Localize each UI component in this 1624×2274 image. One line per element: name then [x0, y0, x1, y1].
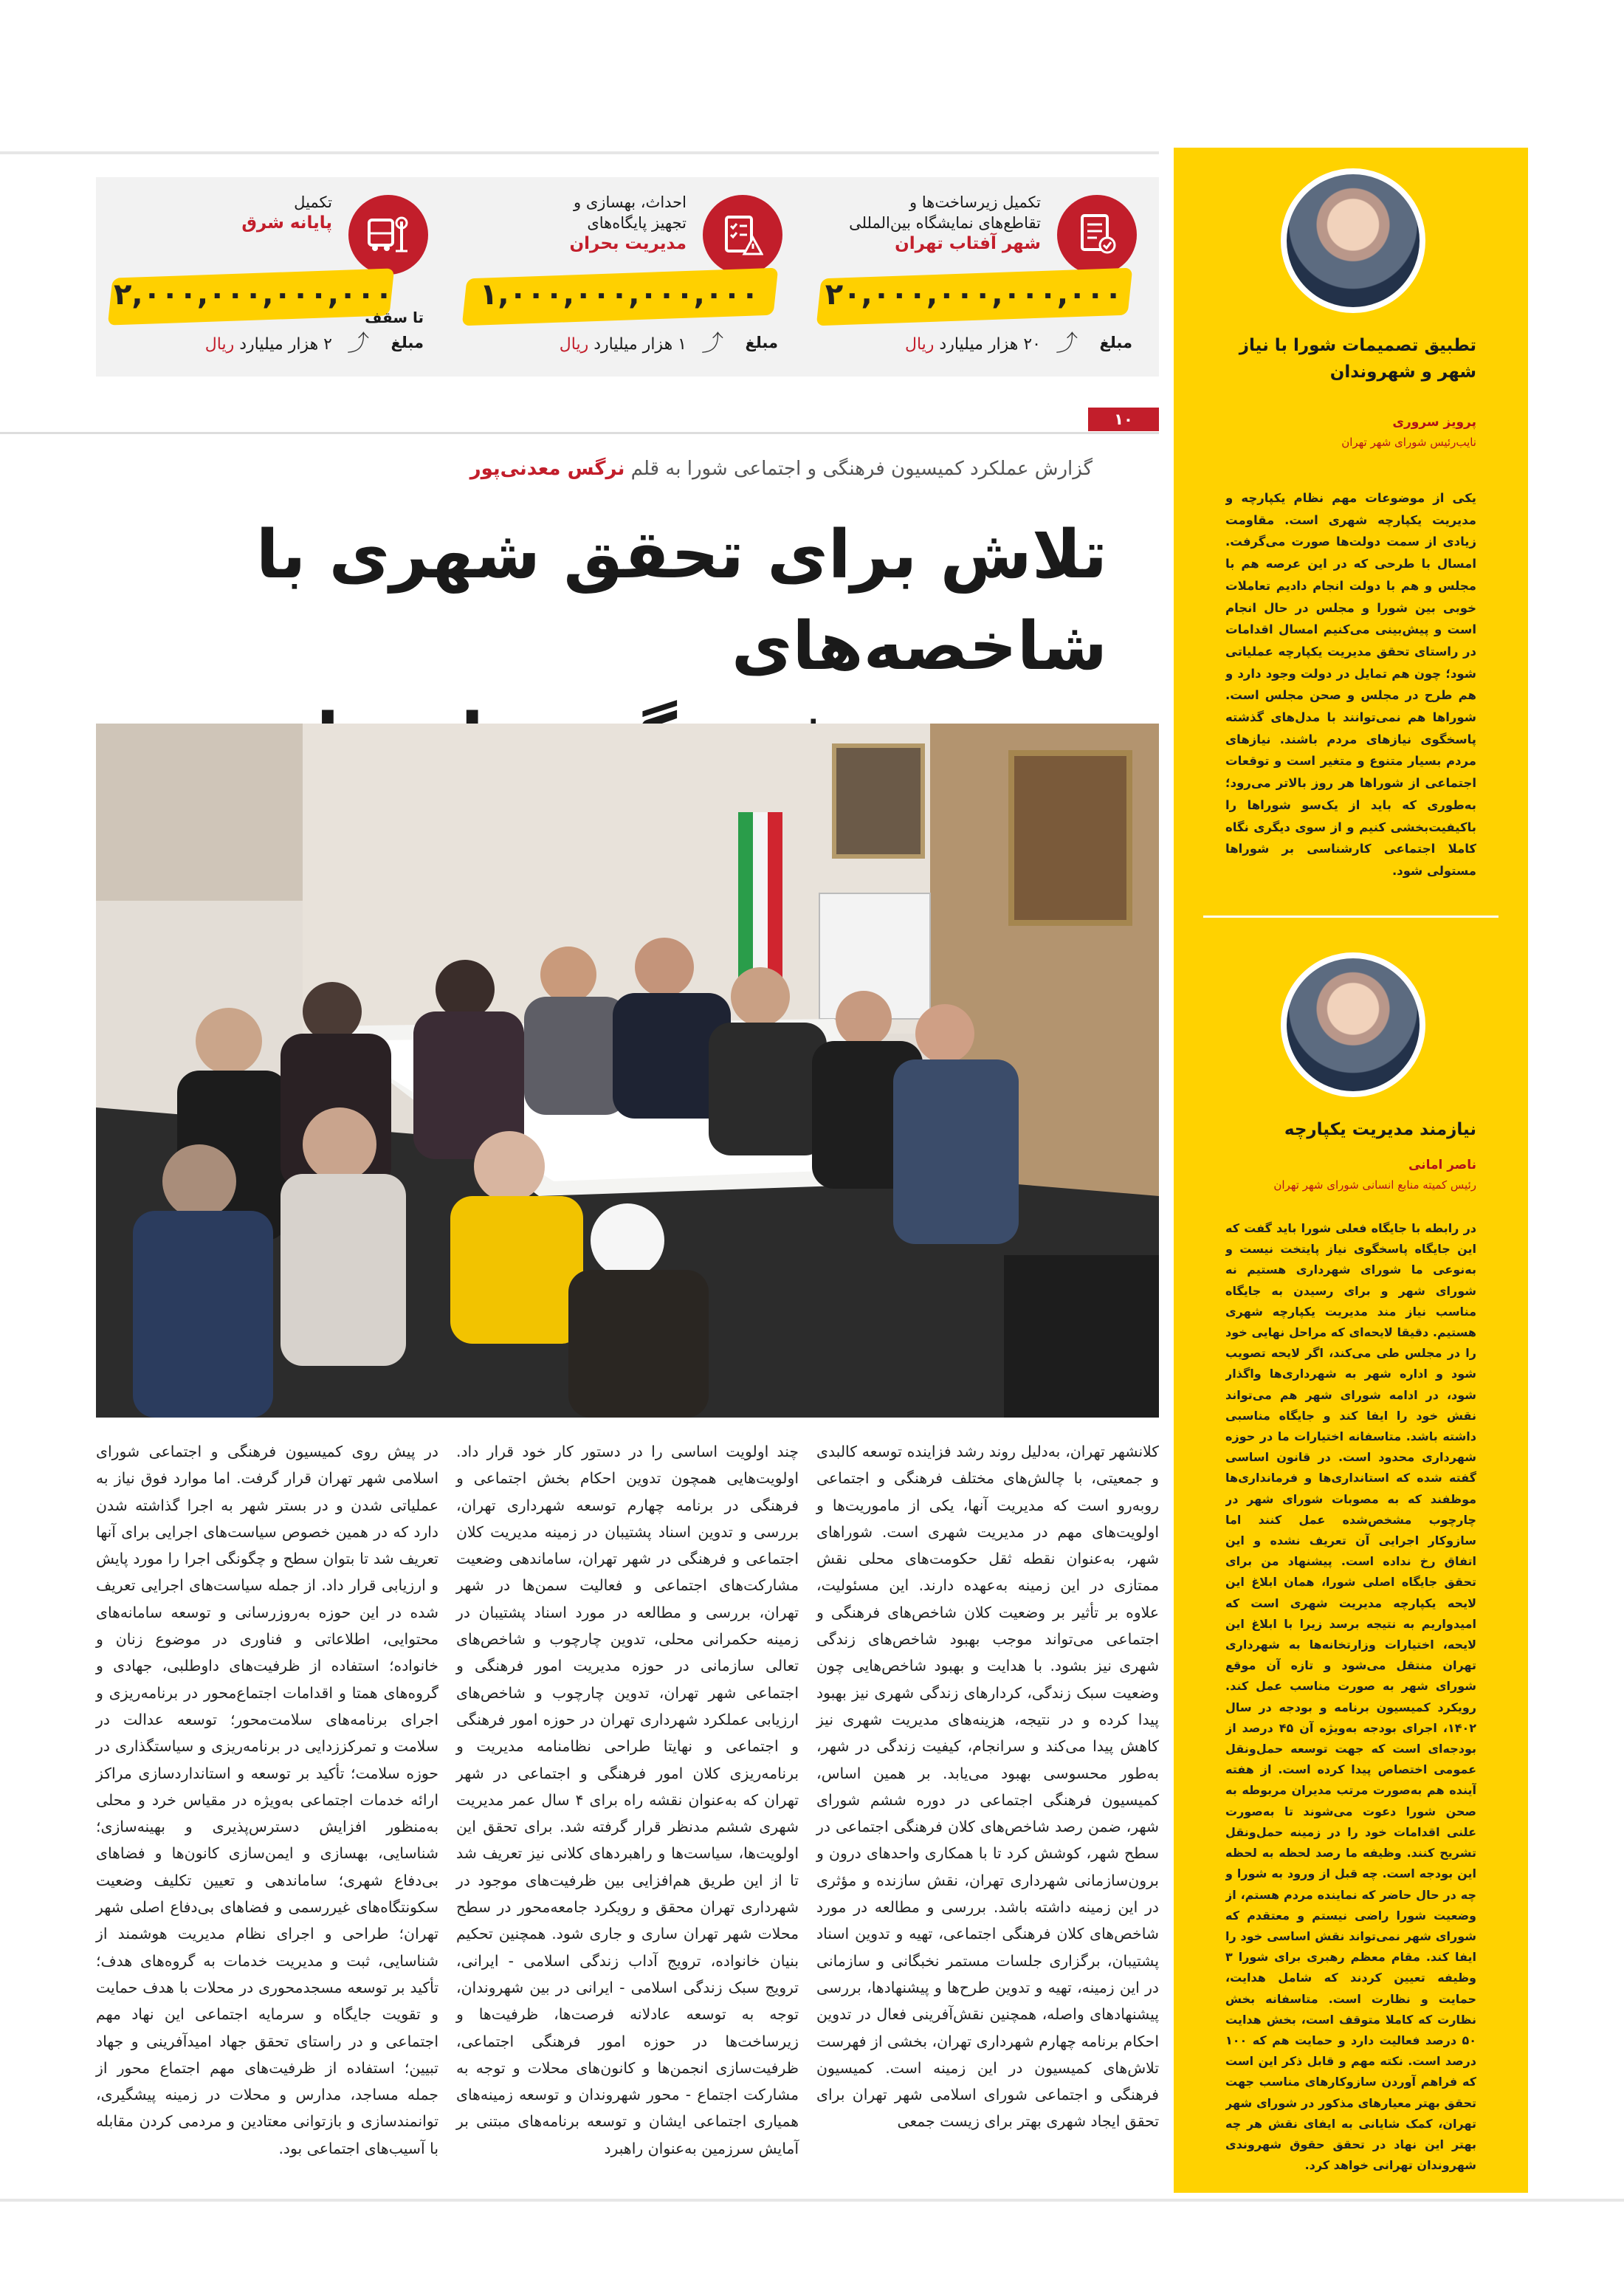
- sidebar-title-2: نیازمند مدیریت یکپارچه: [1284, 1120, 1476, 1139]
- stat-mablagh: مبلغ: [390, 334, 424, 351]
- stat-billions: ۲ هزار میلیارد ریال: [204, 335, 332, 354]
- stat-label: تکمیل زیرساخت‌ها و تقاطع‌های نمایشگاه بین‌المللی شهر آفتاب تهران: [849, 193, 1041, 253]
- sidebar-body-2: در رابطه با جایگاه فعلی شورا باید گفت که این جایگاه پاسخگوی نیاز پایتخت نیست و به‌نوعی ما شورای شهرداری هستیم نه شورای شهر و برای رسیدن به جایگاه مناسب نیاز مند مدیریت یکپارچه شهری هستیم. دقیقا لایحه‌ای که مراحل نهایی خود را در مجلس طی می‌کند، اگر لایحه تصویب شود و اداره شهر به شهرداری‌ها واگذار شود، در ادامه شورای شهر هم می‌تواند نقش خود را ایفا کند و جایگاه مناسبی داشته باشد. متاسفانه اختیارات ما در حوزه شهرداری محدود است. در قانون اساسی گفته شده که استانداری‌ها و فرمانداری‌ها موظفند که به مصوبات شورای شهر در چارچوب مشخص‌شده عمل کنند اما سازوکار اجرایی آن تعریف نشده و این اتفاق رخ نداده است. پیشنهاد من برای تحقق جایگاه اصلی شورا، همان ابلاغ این لایحه یکپارچه مدیریت شهری است که امیدواریم به نتیجه برسد زیرا با ابلاغ این لایحه، اختیارات وزارتخانه‌ها به شهرداری تهران منتقل می‌شود و تازه آن موقع شورای شهر به صورت مناسب عمل کند. رویکرد کمیسیون برنامه و بودجه در سال ۱۴۰۲، اجرای بودجه به‌ویژه آن ۴۵ درصد از بودجه‌ای است که جهت توسعه حمل‌ونقل عمومی اختصاص پیدا کرده است. از هفته آینده هم به‌صورت مرتب مدیران مربوطه به صحن شورا دعوت می‌شوند تا به‌صورت علنی اقدامات خود را در زمینه حمل‌ونقل تشریح کنند. وظیفه ما رصد لحظه به لحظه این بودجه است. چه قبل از ورود به شورا و چه در حال حاضر که نماینده مردم هستم، از وضعیت شورا راضی نیستم و معتقدم که شورای شهر نمی‌تواند نقش اساسی خود را ایفا کند. مقام معظم رهبری برای شورا ۳ وظیفه تعیین کردند که شامل هدایت، حمایت و نظارت است. متاسفانه بخش نظارت که کاملا متوقف است، بخش هدایت ۵۰ درصد فعالیت دارد و حمایت هم که ۱۰۰ درصد است. نکته مهم و قابل ذکر این است که فراهم آوردن سازوکارهای مناسب جهت تحقق بهتر معیارهای مذکور در شورای شهر تهران، کمک شایانی به ایفای نقش هر چه بهتر این نهاد در تحقق حقوق شهروندی شهروندان تهرانی خواهد کرد.: [1225, 1221, 1476, 2173]
- stat-mablagh: مبلغ: [745, 334, 778, 351]
- sidebar-role-1: نایب‌رئیس شورای شهر تهران: [1341, 436, 1476, 449]
- under-strip-rule: [0, 432, 1159, 434]
- article-column-2: چند اولویت اساسی را در دستور کار خود قرار داد. اولویت‌هایی همچون تدوین احکام بخش اجتماعی و فرهنگی در برنامه چهارم توسعه شهرداری تهران، بررسی و تدوین اسناد پشتیبان در زمینه مدیریت کلان اجتماعی و فرهنگی در شهر تهران، ساماندهی وضعیت مشارکت‌های اجتماعی و فعالیت سمن‌ها در شهر تهران، بررسی و مطالعه در مورد اسناد پشتیبان در زمینه حکمرانی محلی، تدوین چارچوب و شاخص‌های تعالی سازمانی در حوزه مدیریت امور فرهنگی و اجتماعی شهر تهران، تدوین چارچوب و شاخص‌های ارزیابی عملکرد شهرداری تهران در حوزه امور فرهنگی و اجتماعی و نهایتا طراحی نظامنامه مدیریت و برنامه‌ریزی کلان امور فرهنگی و اجتماعی در شهر تهران که به‌عنوان نقشه راه برای ۴ سال عمر مدیریت شهری ششم مدنظر قرار گرفته شد. برای تحقق این اولویت‌ها، سیاست‌ها و راهبردهای کلانی نیز تعریف شد تا از این طریق هم‌افزایی بین ظرفیت‌های موجود در شهرداری تهران محقق و رویکرد جامعه‌محور در سطح محلات شهر تهران ساری و جاری شود. همچنین تحکیم بنیان خانواده، ترویج آداب زندگی اسلامی - ایرانی، ترویج سبک زندگی اسلامی - ایرانی در بین شهروندان، توجه به توسعه عادلانه فرصت‌ها، ظرفیت‌ها و زیرساخت‌ها در حوزه امور فرهنگی اجتماعی، ظرفیت‌سازی انجمن‌ها و کانون‌های محلات و توجه به مشارکت اجتماع - محور شهروندان و توسعه زمینه‌های همیاری اجتماعی ایشان و توسعه برنامه‌های مبتنی بر آمایش سرزمین به‌عنوان راهبرد: [456, 1443, 799, 2157]
- sidebar-opinions: [1174, 148, 1528, 2193]
- curved-arrow-icon: ⤴: [701, 331, 723, 357]
- stat-billions: ۲۰ هزار میلیارد ریال: [904, 335, 1041, 354]
- stat-amount: ۲,۰۰۰,۰۰۰,۰۰۰,۰۰۰: [114, 278, 393, 312]
- sidebar-name-2: ناصر امانی: [1408, 1158, 1476, 1172]
- bottom-rule: [0, 2199, 1624, 2202]
- avatar-amani: [1281, 952, 1425, 1097]
- article-headline: تلاش برای تحقق شهری با شاخصه‌های: [255, 516, 1107, 685]
- stat-amount: ۱,۰۰۰,۰۰۰,۰۰۰,۰۰۰: [479, 278, 760, 312]
- budget-stats-strip: [96, 177, 1159, 377]
- stat-modiriat-bohran: [450, 177, 805, 377]
- stat-label: تکمیل پایانه شرق: [241, 193, 332, 233]
- sidebar-separator: [1203, 916, 1499, 918]
- stat-shahr-aftab: [805, 177, 1159, 377]
- avatar-sarvari: [1281, 168, 1425, 313]
- author-name: نرگس معدنی‌پور: [469, 458, 625, 480]
- sidebar-name-1: پرویز سروری: [1392, 415, 1476, 430]
- top-rule: [0, 151, 1159, 154]
- sidebar-body-1: یکی از موضوعات مهم نظام یکپارچه و مدیریت یکپارچه شهری است. مقاومت زیادی از سمت دولت‌ها صورت می‌گرفت. امسال با طرحی که در این عرصه هم با مجلس و هم با دولت انجام دادیم تعاملات خوبی بین شورا و مجلس در حال انجام است و پیش‌بینی می‌کنیم امسال اقدامات در راستای تحقق مدیریت یکپارچه عملیاتی شود؛ چون هم تمایل در دولت وجود دارد و هم طرح در مجلس و صحن مجلس است. شوراها هم نمی‌توانند با مدل‌های گذشته پاسخگوی نیازهای مردم باشند. نیازهای مردم بسیار متنوع و متغیر است و توقعات اجتماعی از شوراها هر روز بالاتر می‌رود؛ به‌طوری که باید از یک‌سو شوراها را باکیفیت‌بخشی کنیم و از سوی دیگری نگاه کاملا اجتماعی کارشناسی بر شوراها مستولی شود.: [1225, 491, 1476, 878]
- article-kicker: گزارش عملکرد کمیسیون فرهنگی و اجتماعی شورا به قلم نرگس معدنی‌پور: [469, 458, 1093, 480]
- checklist-warning-icon: [703, 195, 782, 275]
- bus-terminal-icon: [348, 195, 428, 275]
- sidebar-role-2: رئیس کمیته منابع انسانی شورای شهر تهران: [1273, 1178, 1476, 1192]
- stat-amount: ۲۰,۰۰۰,۰۰۰,۰۰۰,۰۰۰: [825, 278, 1123, 312]
- meeting-photo: [96, 724, 1159, 1418]
- stat-label: احداث، بهسازی و تجهیز پایگاه‌های مدیریت بحران: [569, 193, 687, 253]
- curved-arrow-icon: ⤴: [347, 331, 369, 357]
- document-check-icon: [1057, 195, 1137, 275]
- stat-payane-shargh: [96, 177, 450, 377]
- article-column-3: در پیش روی کمیسیون فرهنگی و اجتماعی شورای اسلامی شهر تهران قرار گرفت. اما موارد فوق نیاز به عملیاتی شدن و در بستر شهر به اجرا گذاشته شدن دارد که در همین خصوص سیاست‌های اجرایی برای آنها تعریف شد تا بتوان سطح و چگونگی اجرا را مورد پایش و ارزیابی قرار داد. از جمله سیاست‌های اجرایی تعریف شده در این حوزه به‌روزرسانی و توسعه سامانه‌های محتوایی، اطلاعاتی و فناوری در موضوع زنان و خانواده؛ استفاده از ظرفیت‌های داوطلبی، جهادی و گروه‌های همتا و اقدامات اجتماع‌محور در برنامه‌ریزی و اجرای برنامه‌های سلامت‌محور؛ توسعه عدالت در سلامت و تمرکززدایی در برنامه‌ریزی و سیاستگذاری در حوزه سلامت؛ تأکید بر توسعه و استانداردسازی مراکز ارائه خدمات اجتماعی به‌ویژه در مقیاس خرد و محلی به‌منظور افزایش دسترس‌پذیری و بهینه‌سازی؛ شناسایی، بهسازی و ایمن‌سازی کانون‌ها و فضاهای بی‌دفاع شهری؛ ساماندهی و تعیین تکلیف وضعیت سکونتگاه‌های غیررسمی و فضاهای بی‌دفاع اصلی شهر تهران؛ طراحی و اجرای نظام مدیریت هوشمند از شناسایی، ثبت و مدیریت خدمات به گروه‌های هدف؛ تأکید بر توسعه مسجدمحوری در محلات با هدف حمایت و تقویت جایگاه و سرمایه اجتماعی این نهاد مهم اجتماعی و در راستای تحقق جهاد امیدآفرینی و جهاد تبیین؛ استفاده از ظرفیت‌های مهم اجتماع محور از جمله مساجد، مدارس و محلات در زمینه پیشگیری، توانمندسازی و بازتوانی معتادین و مردمی کردن مقابله با آسیب‌های اجتماعی بود.: [96, 1443, 438, 2157]
- stat-mablagh: مبلغ: [1099, 334, 1132, 351]
- curved-arrow-icon: ⤴: [1056, 331, 1078, 357]
- article-column-1: کلانشهر تهران، به‌دلیل روند رشد فزاینده توسعه کالبدی و جمعیتی، با چالش‌های مختلف فرهنگی و اجتماعی روبه‌رو است که مدیریت آنها، یکی از ماموریت‌ها و اولویت‌های مهم در مدیریت شهری است. شوراهای شهر، به‌عنوان نقطه ثقل حکومت‌های محلی نقش ممتازی در این زمینه به‌عهده دارند. این مسئولیت، علاوه بر تأثیر بر وضعیت کلان شاخص‌های فرهنگی و اجتماعی می‌تواند موجب بهبود شاخص‌های زندگی شهری نیز بشود. با هدایت و بهبود شاخص‌هایی چون وضعیت سبک زندگی، کردارهای زندگی شهری نیز بهبود پیدا کرده و در نتیجه، هزینه‌های مدیریت شهری نیز کاهش پیدا می‌کند و سرانجام، کیفیت زندگی در شهر، به‌طور محسوسی بهبود می‌یابد. بر همین اساس، کمیسیون فرهنگی اجتماعی در دوره ششم شورای شهر، ضمن رصد شاخص‌های کلان فرهنگی اجتماعی در سطح شهر، کوشش کرد تا با همکاری واحدهای درون و برون‌سازمانی شهرداری تهران، نقش سازنده و مؤثری در این زمینه داشته باشد. بررسی و مطالعه در مورد شاخص‌های کلان فرهنگی اجتماعی، تهیه و تدوین اسناد پشتیبان، برگزاری جلسات مستمر نخبگانی و سازمانی در این زمینه، تهیه و تدوین طرح‌ها و پیشنهادها، بررسی پیشنهادهای واصله، همچنین نقش‌آفرینی فعال در تدوین احکام برنامه چهارم شهرداری تهران، بخشی از فهرست تلاش‌های کمیسیون در این زمینه است. کمیسیون فرهنگی و اجتماعی شورای اسلامی شهر تهران برای تحقق ایجاد شهری بهتر برای زیست جمعی: [816, 1443, 1159, 2131]
- stat-billions: ۱ هزار میلیارد ریال: [559, 335, 687, 354]
- sidebar-title-1: تطبیق تصمیمات شورا با نیاز شهر و شهروندان: [1239, 336, 1476, 382]
- stat-cap: تا سقف: [365, 309, 424, 326]
- page-number: ۱۰: [1088, 408, 1159, 431]
